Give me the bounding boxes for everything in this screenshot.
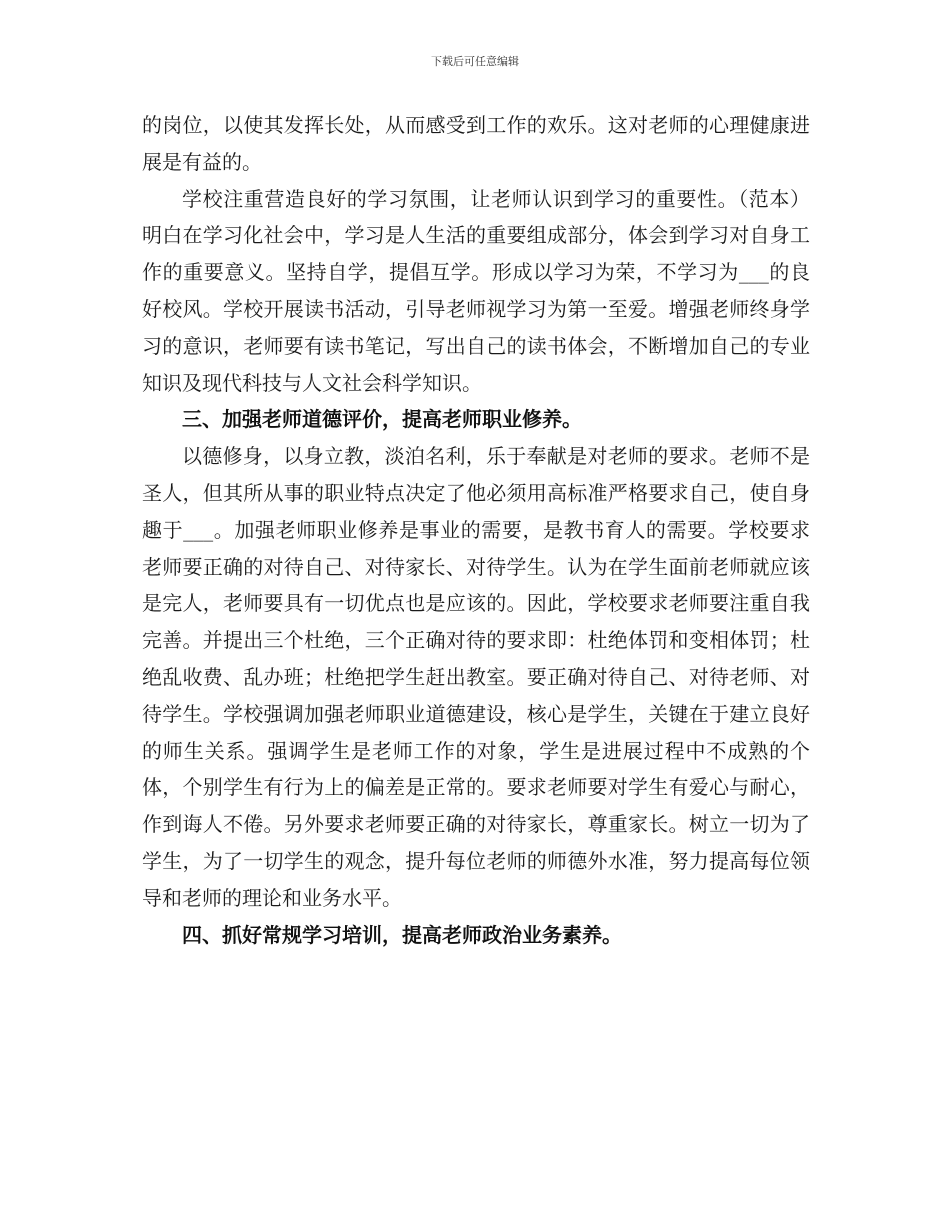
paragraph-learning-atmosphere: 学校注重营造良好的学习氛围，让老师认识到学习的重要性。（范本）明白在学习化社会中，学习是人生活的重要组成部分，体会到学习对自身工作的重要意义。坚持自学，提倡互学。形成以学习为荣，不学习为___的良好校风。学校开展读书活动，引导老师视学习为第一至爱。增强老师终身学习的意识，老师要有读书笔记，写出自己的读书体会，不断增加自己的专业知识及现代科技与人文社会科学知识。 [142,186,810,395]
paragraph-continuation: 的岗位，以使其发挥长处，从而感受到工作的欢乐。这对老师的心理健康进展是有益的。 [142,113,810,174]
section-heading-4: 四、抓好常规学习培训，提高老师政治业务素养。 [182,922,622,947]
section-heading-3: 三、加强老师道德评价，提高老师职业修养。 [182,407,582,432]
page-header: 下载后可任意编辑 [431,55,519,68]
document-body [142,107,810,953]
paragraph-teacher-ethics: 以德修身，以身立教，淡泊名利，乐于奉献是对老师的要求。老师不是圣人，但其所从事的职业特点决定了他必须用高标准严格要求自己，使自身趣于___。加强老师职业修养是事业的需要，是教书育人的需要。学校要求老师要正确的对待自己、对待家长、对待学生。认为在学生面前老师就应该是完人，老师要具有一切优点也是应该的。因此，学校要求老师要注重自我完善。并提出三个杜绝，三个正确对待的要求即：杜绝体罚和变相体罚；杜绝乱收费、乱办班；杜绝把学生赶出教室。要正确对待自己、对待老师、对待学生。学校强调加强老师职业道德建设，核心是学生，关键在于建立良好的师生关系。强调学生是老师工作的对象，学生是进展过程中不成熟的个体，个别学生有行为上的偏差是正常的。要求老师要对学生有爱心与耐心，作到诲人不倦。另外要求老师要正确的对待家长，尊重家长。树立一切为了学生，为了一切学生的观念，提升每位老师的师德外水准，努力提高每位领导和老师的理论和业务水平。 [142,444,810,910]
